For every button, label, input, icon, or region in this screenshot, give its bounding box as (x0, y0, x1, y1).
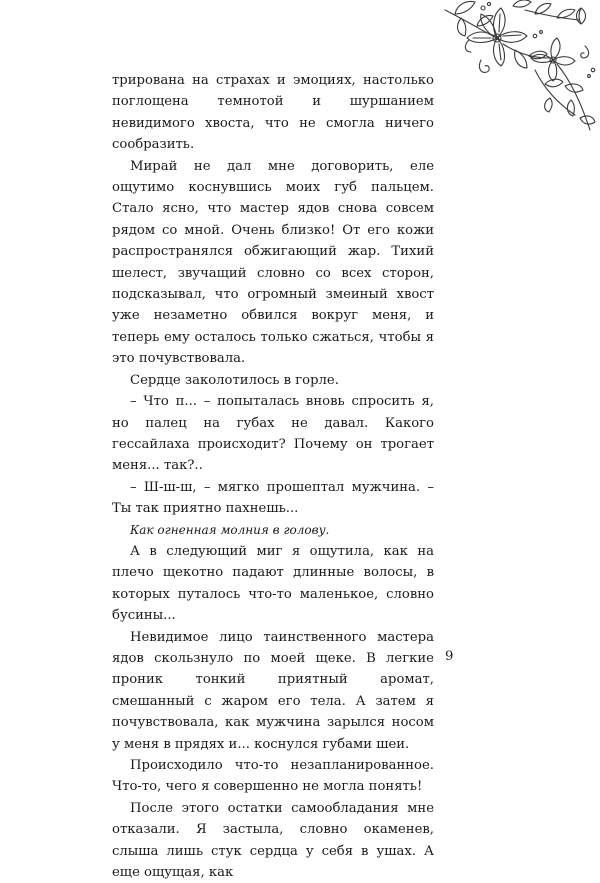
page-number: 9 (445, 649, 454, 664)
body-text (112, 70, 434, 883)
paragraph: После этого остатки самообладания мне отказали. Я застыла, словно окаменев, слыша лишь стук сердца у себя в ушах. А еще ощущая, как (112, 800, 434, 881)
dialogue-line: – Ш-ш-ш, – мягко прошептал мужчина. – Ты так приятно пахнешь... (112, 479, 434, 517)
paragraph: Невидимое лицо таинственного мастера ядов скользнуло по моей щеке. В легкие проник тонкий приятный аромат, смешанный с жаром его тела. А затем я почувствовала, как мужчина зарылся носом у меня в прядях и... коснулся губами шеи. (112, 629, 434, 752)
dialogue-line: – Что п... – попыталась вновь спросить я, но палец на губах не давал. Какого гессайлаха происходит? Почему он трогает меня... так?.. (112, 394, 434, 474)
italic-thought: Как огненная молния в голову. (130, 522, 330, 537)
paragraph: Происходило что-то незапланированное. Что-то, чего я совершенно не могла понять! (112, 758, 434, 795)
paragraph: А в следующий миг я ощутила, как на плечо щекотно падают длинные волосы, в которых путалось что-то маленькое, словно бусины... (112, 543, 434, 624)
paragraph: трирована на страхах и эмоциях, настолько поглощена темнотой и шуршанием невидимого хвоста, что не смогла ничего сообразить. (112, 73, 434, 153)
paragraph: Сердце заколотилось в горле. (130, 372, 339, 388)
paragraph: Мирай не дал мне договорить, еле ощутимо коснувшись моих губ пальцем. Стало ясно, что мастер ядов снова совсем рядом со мной. Очень близко! От его кожи распространялся обжигающий жар. Тихий шелест, звучащий словно со всех сторон, подсказывал, что огромный змеиный хвост уже незаметно обвился вокруг меня, и теперь ему осталось только сжаться, чтобы я это почувствовала. (112, 158, 434, 367)
